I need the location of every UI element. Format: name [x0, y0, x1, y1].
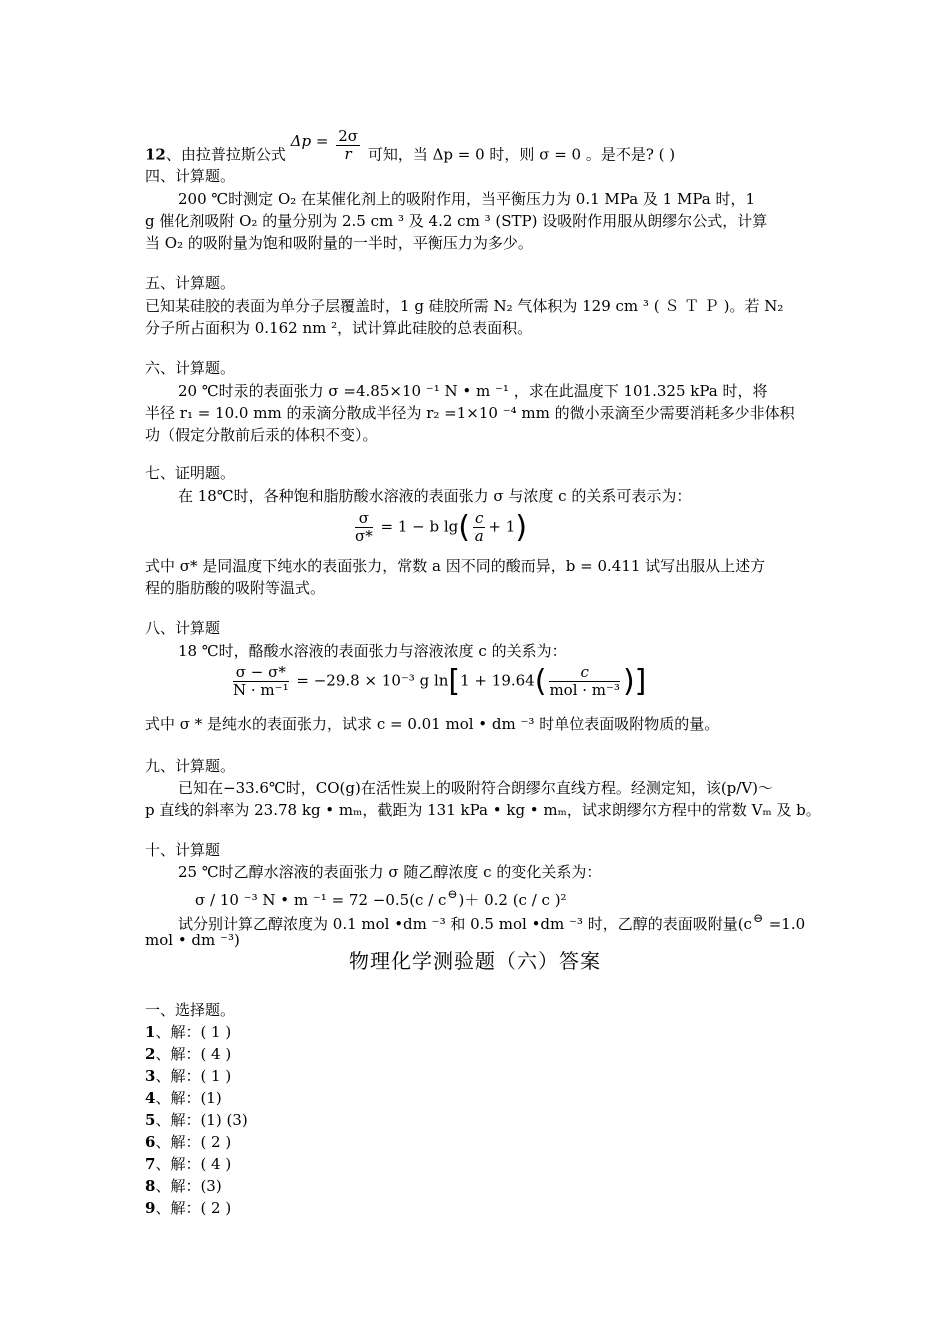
fraction-numerator: c — [549, 664, 620, 682]
answer-text: 、解：( 2 ) — [155, 1199, 232, 1217]
question-lead: 、由拉普拉斯公式 — [165, 145, 286, 164]
answer-text: 、解：(1) — [155, 1089, 222, 1107]
equation-7-middle: = 1 − b lg — [380, 517, 459, 536]
equation-8 — [230, 664, 646, 699]
section-6-line-1: 20 ℃时汞的表面张力 σ =4.85×10 ⁻¹ N • m ⁻¹ ，求在此温度下 101.325 kPa 时，将 — [178, 382, 768, 400]
section-9-line-1: 已知在−33.6℃时，CO(g)在活性炭上的吸附符合朗缪尔直线方程。经测定知，该(p/V)～ — [178, 779, 774, 797]
section-10-equation-b: )＋ 0.2 (c / c )² — [458, 891, 567, 909]
equation-8-inner: 1 + 19.64 — [460, 671, 535, 690]
answer-number: 1 — [145, 1023, 156, 1041]
section-7-line-2: 式中 σ* 是同温度下纯水的表面张力，常数 a 因不同的酸而异，b = 0.411 试写出服从上述方 — [145, 557, 766, 575]
laplace-lhs: Δp = — [290, 131, 329, 150]
section-5-heading: 五、计算题。 — [145, 274, 236, 292]
right-paren-icon: ) — [622, 664, 635, 699]
section-5-line-2: 分子所占面积为 0.162 nm ²，试计算此硅胶的总表面积。 — [145, 319, 533, 337]
section-9-heading: 九、计算题。 — [145, 757, 236, 775]
section-10-line-3a: 试分别计算乙醇浓度为 0.1 mol •dm ⁻³ 和 0.5 mol •dm ⁻³ 时，乙醇的表面吸附量(c — [178, 915, 752, 933]
equation-7-inner-fraction — [473, 510, 485, 545]
answer-number: 7 — [145, 1155, 156, 1173]
section-10-equation — [195, 884, 567, 910]
laplace-fraction — [336, 128, 360, 163]
section-10-line-1: 25 ℃时乙醇水溶液的表面张力 σ 随乙醇浓度 c 的变化关系为： — [178, 863, 602, 881]
question-number: 12 — [145, 145, 166, 164]
section-4-line-3: 当 O₂ 的吸附量为饱和吸附量的一半时，平衡压力为多少。 — [145, 234, 533, 252]
answer-number: 8 — [145, 1177, 156, 1195]
fraction-numerator: σ — [355, 510, 373, 528]
section-6-line-2: 半径 r₁ = 10.0 mm 的汞滴分散成半径为 r₂ =1×10 ⁻⁴ mm 的微小汞滴至少需要消耗多少非体积 — [145, 404, 795, 422]
answer-number: 6 — [145, 1133, 156, 1151]
fraction-denominator: a — [474, 527, 484, 545]
answer-number: 3 — [145, 1067, 156, 1085]
equation-8-middle: = −29.8 × 10⁻³ g ln — [296, 671, 449, 690]
section-7-heading: 七、证明题。 — [145, 464, 236, 482]
equation-7-tail: + 1 — [488, 517, 516, 536]
section-6-line-3: 功（假定分散前后汞的体积不变）。 — [145, 426, 378, 444]
section-10-line-3 — [178, 908, 805, 934]
section-9-line-2: p 直线的斜率为 23.78 kg • mₘ，截距为 131 kPa • kg • mₘ，试求朗缪尔方程中的常数 Vₘ 及 b。 — [145, 801, 821, 819]
answer-text: 、解：(1) (3) — [155, 1111, 248, 1129]
fraction-denominator: N · m⁻¹ — [233, 681, 289, 699]
answer-item — [145, 1198, 231, 1218]
fraction-denominator: σ* — [355, 527, 373, 545]
answer-number: 5 — [145, 1111, 156, 1129]
right-bracket-icon: ] — [634, 664, 647, 699]
answer-text: 、解：( 1 ) — [155, 1067, 232, 1085]
section-10-line-3b: =1.0 — [763, 915, 806, 933]
answer-number: 2 — [145, 1045, 156, 1063]
fraction-numerator: 2σ — [338, 127, 359, 145]
answer-text: 、解：( 1 ) — [155, 1023, 232, 1041]
section-8-line-2: 式中 σ * 是纯水的表面张力，试求 c = 0.01 mol • dm ⁻³ 时单位表面吸附物质的量。 — [145, 715, 720, 733]
answers-title: 物理化学测验题（六）答案 — [349, 949, 601, 973]
section-5-line-1: 已知某硅胶的表面为单分子层覆盖时，1 g 硅胶所需 N₂ 气体积为 129 cm ³ ( Ｓ Ｔ Ｐ )。若 N₂ — [145, 297, 784, 315]
answers-heading: 一、选择题。 — [145, 1001, 236, 1019]
section-4-heading: 四、计算题。 — [145, 167, 236, 185]
standard-state-icon: ⊖ — [447, 887, 458, 901]
section-10-heading: 十、计算题 — [145, 841, 221, 859]
fraction-denominator: mol · m⁻³ — [549, 681, 620, 699]
question-tail: 可知，当 Δp = 0 时，则 σ = 0 。是不是? ( ) — [367, 145, 676, 164]
equation-7-fraction — [355, 510, 373, 545]
answer-item — [145, 1044, 231, 1064]
answer-item — [145, 1088, 222, 1108]
section-6-heading: 六、计算题。 — [145, 359, 236, 377]
answer-text: 、解：( 2 ) — [155, 1133, 232, 1151]
answer-item — [145, 1110, 248, 1130]
standard-state-icon: ⊖ — [752, 911, 763, 925]
fraction-numerator: σ − σ* — [233, 664, 289, 682]
answer-text: 、解：( 4 ) — [155, 1155, 232, 1173]
equation-8-inner-fraction — [549, 664, 620, 699]
equation-8-fraction — [233, 664, 289, 699]
answer-item — [145, 1154, 231, 1174]
answer-item — [145, 1066, 231, 1086]
section-10-line-4: mol • dm ⁻³) — [145, 931, 240, 949]
section-4-line-1: 200 ℃时测定 O₂ 在某催化剂上的吸附作用，当平衡压力为 0.1 MPa 及 1 MPa 时，1 — [178, 190, 756, 208]
answer-number: 4 — [145, 1089, 156, 1107]
answer-item — [145, 1132, 231, 1152]
section-7-line-3: 程的脂肪酸的吸附等温式。 — [145, 579, 326, 597]
answer-text: 、解：( 4 ) — [155, 1045, 232, 1063]
left-bracket-icon: [ — [448, 664, 461, 699]
answer-item — [145, 1022, 231, 1042]
left-paren-icon: ( — [458, 510, 471, 545]
section-8-line-1: 18 ℃时，酪酸水溶液的表面张力与溶液浓度 c 的关系为： — [178, 642, 567, 660]
left-paren-icon: ( — [534, 664, 547, 699]
section-8-heading: 八、计算题 — [145, 619, 221, 637]
answer-item — [145, 1176, 222, 1196]
section-10-equation-a: σ / 10 ⁻³ N • m ⁻¹ = 72 −0.5(c / c — [195, 891, 447, 909]
section-7-line-1: 在 18℃时，各种饱和脂肪酸水溶液的表面张力 σ 与浓度 c 的关系可表示为： — [178, 487, 692, 505]
answer-text: 、解：(3) — [155, 1177, 222, 1195]
right-paren-icon: ) — [515, 510, 528, 545]
fraction-denominator: r — [344, 145, 352, 163]
fraction-numerator: c — [475, 509, 484, 527]
section-4-line-2: g 催化剂吸附 O₂ 的量分别为 2.5 cm ³ 及 4.2 cm ³ (STP) 设吸附作用服从朗缪尔公式，计算 — [145, 212, 768, 230]
answer-number: 9 — [145, 1199, 156, 1217]
equation-7 — [352, 510, 527, 545]
